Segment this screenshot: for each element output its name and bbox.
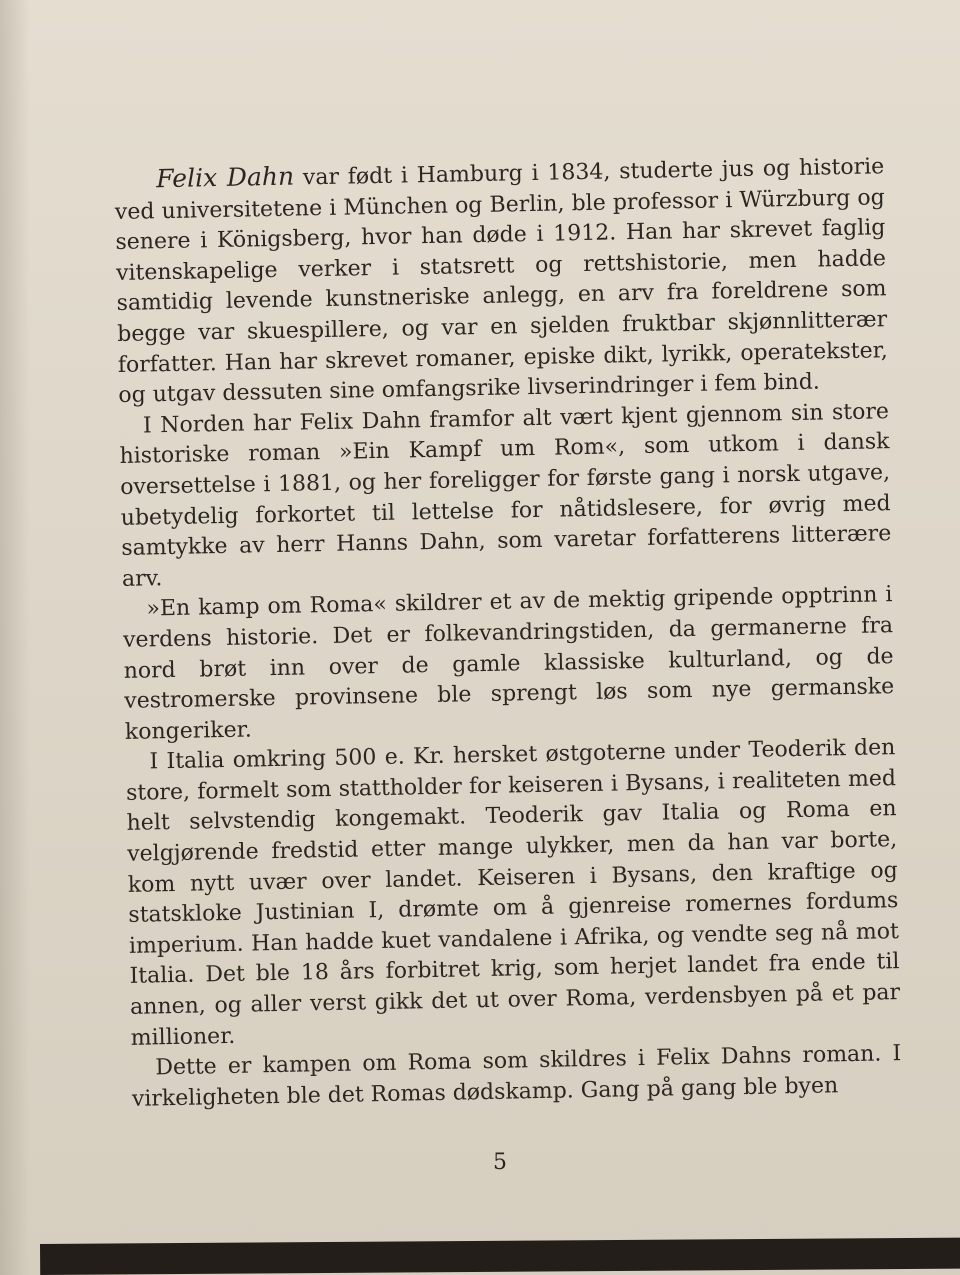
paragraph-1-text: var født i Hamburg i 1834, studerte jus og historie ved universitetene i München og Berlin, ble professor i Würzburg og senere i Königsberg, hvor han døde i 1912. Han har skrevet faglig vitenskapelige verker i statsrett og rettshistorie, men hadde samtidig levende kunstneriske anlegg, en arv fra foreldrene som begge var skuespillere, og var en sjelden fruktbar skjønnlitterær forfatter. Han har skrevet romaner, episke dikt, lyrikk, operatekster, og utgav dessuten sine omfangsrike livserindringer i fem bind. — [114, 154, 888, 409]
paragraph-5: Dette er kampen om Roma som skildres i Felix Dahns roman. I virkeligheten ble det Romas dødskamp. Gang på gang ble byen — [131, 1041, 902, 1112]
paragraph-3: »En kamp om Roma« skildrer et av de mektig gripende opptrinn i verdens historie. Det er folkevandringstiden, da germanerne fra nord brøt inn over de gamle klassiske kulturland, og de vestromerske provinsene ble sprengt løs som nye germanske kongeriker. — [122, 582, 895, 745]
binding-shadow — [0, 0, 30, 1275]
page-number: 5 — [493, 1150, 507, 1175]
paragraph-4: I Italia omkring 500 e. Kr. hersket østgoterne under Teoderik den store, formelt som stattholder for keiseren i Bysans, i realiteten med helt selvstendig kongemakt. Teoderik gav Italia og Roma en velgjørende fredstid etter mange ulykker, men da han var borte, kom nytt uvær over landet. Keiseren i Bysans, den kraftige og statskloke Justinian I, drømte om å gjenreise romernes fordums imperium. Han hadde kuet vandalene i Afrika, og vendte seg nå mot Italia. Det ble 18 års forbitret krig, som herjet landet fra ende til annen, og aller verst gikk det ut over Roma, verdensbyen på et par millioner. — [125, 735, 901, 1051]
page-edge-shadow — [40, 1238, 960, 1275]
author-name: Felix Dahn — [155, 161, 295, 194]
body-text — [114, 150, 902, 1115]
paragraph-2: I Norden har Felix Dahn framfor alt vært kjent gjennom sin store historiske roman »Ein Kampf um Rom«, som utkom i dansk oversettelse i 1881, og her foreligger for første gang i norsk utgave, ubetydelig forkortet til lettelse for nåtidslesere, for øvrig med samtykke av herr Hanns Dahn, som varetar forfatterens litterære arv. — [119, 398, 892, 592]
paragraph-1 — [114, 150, 889, 411]
